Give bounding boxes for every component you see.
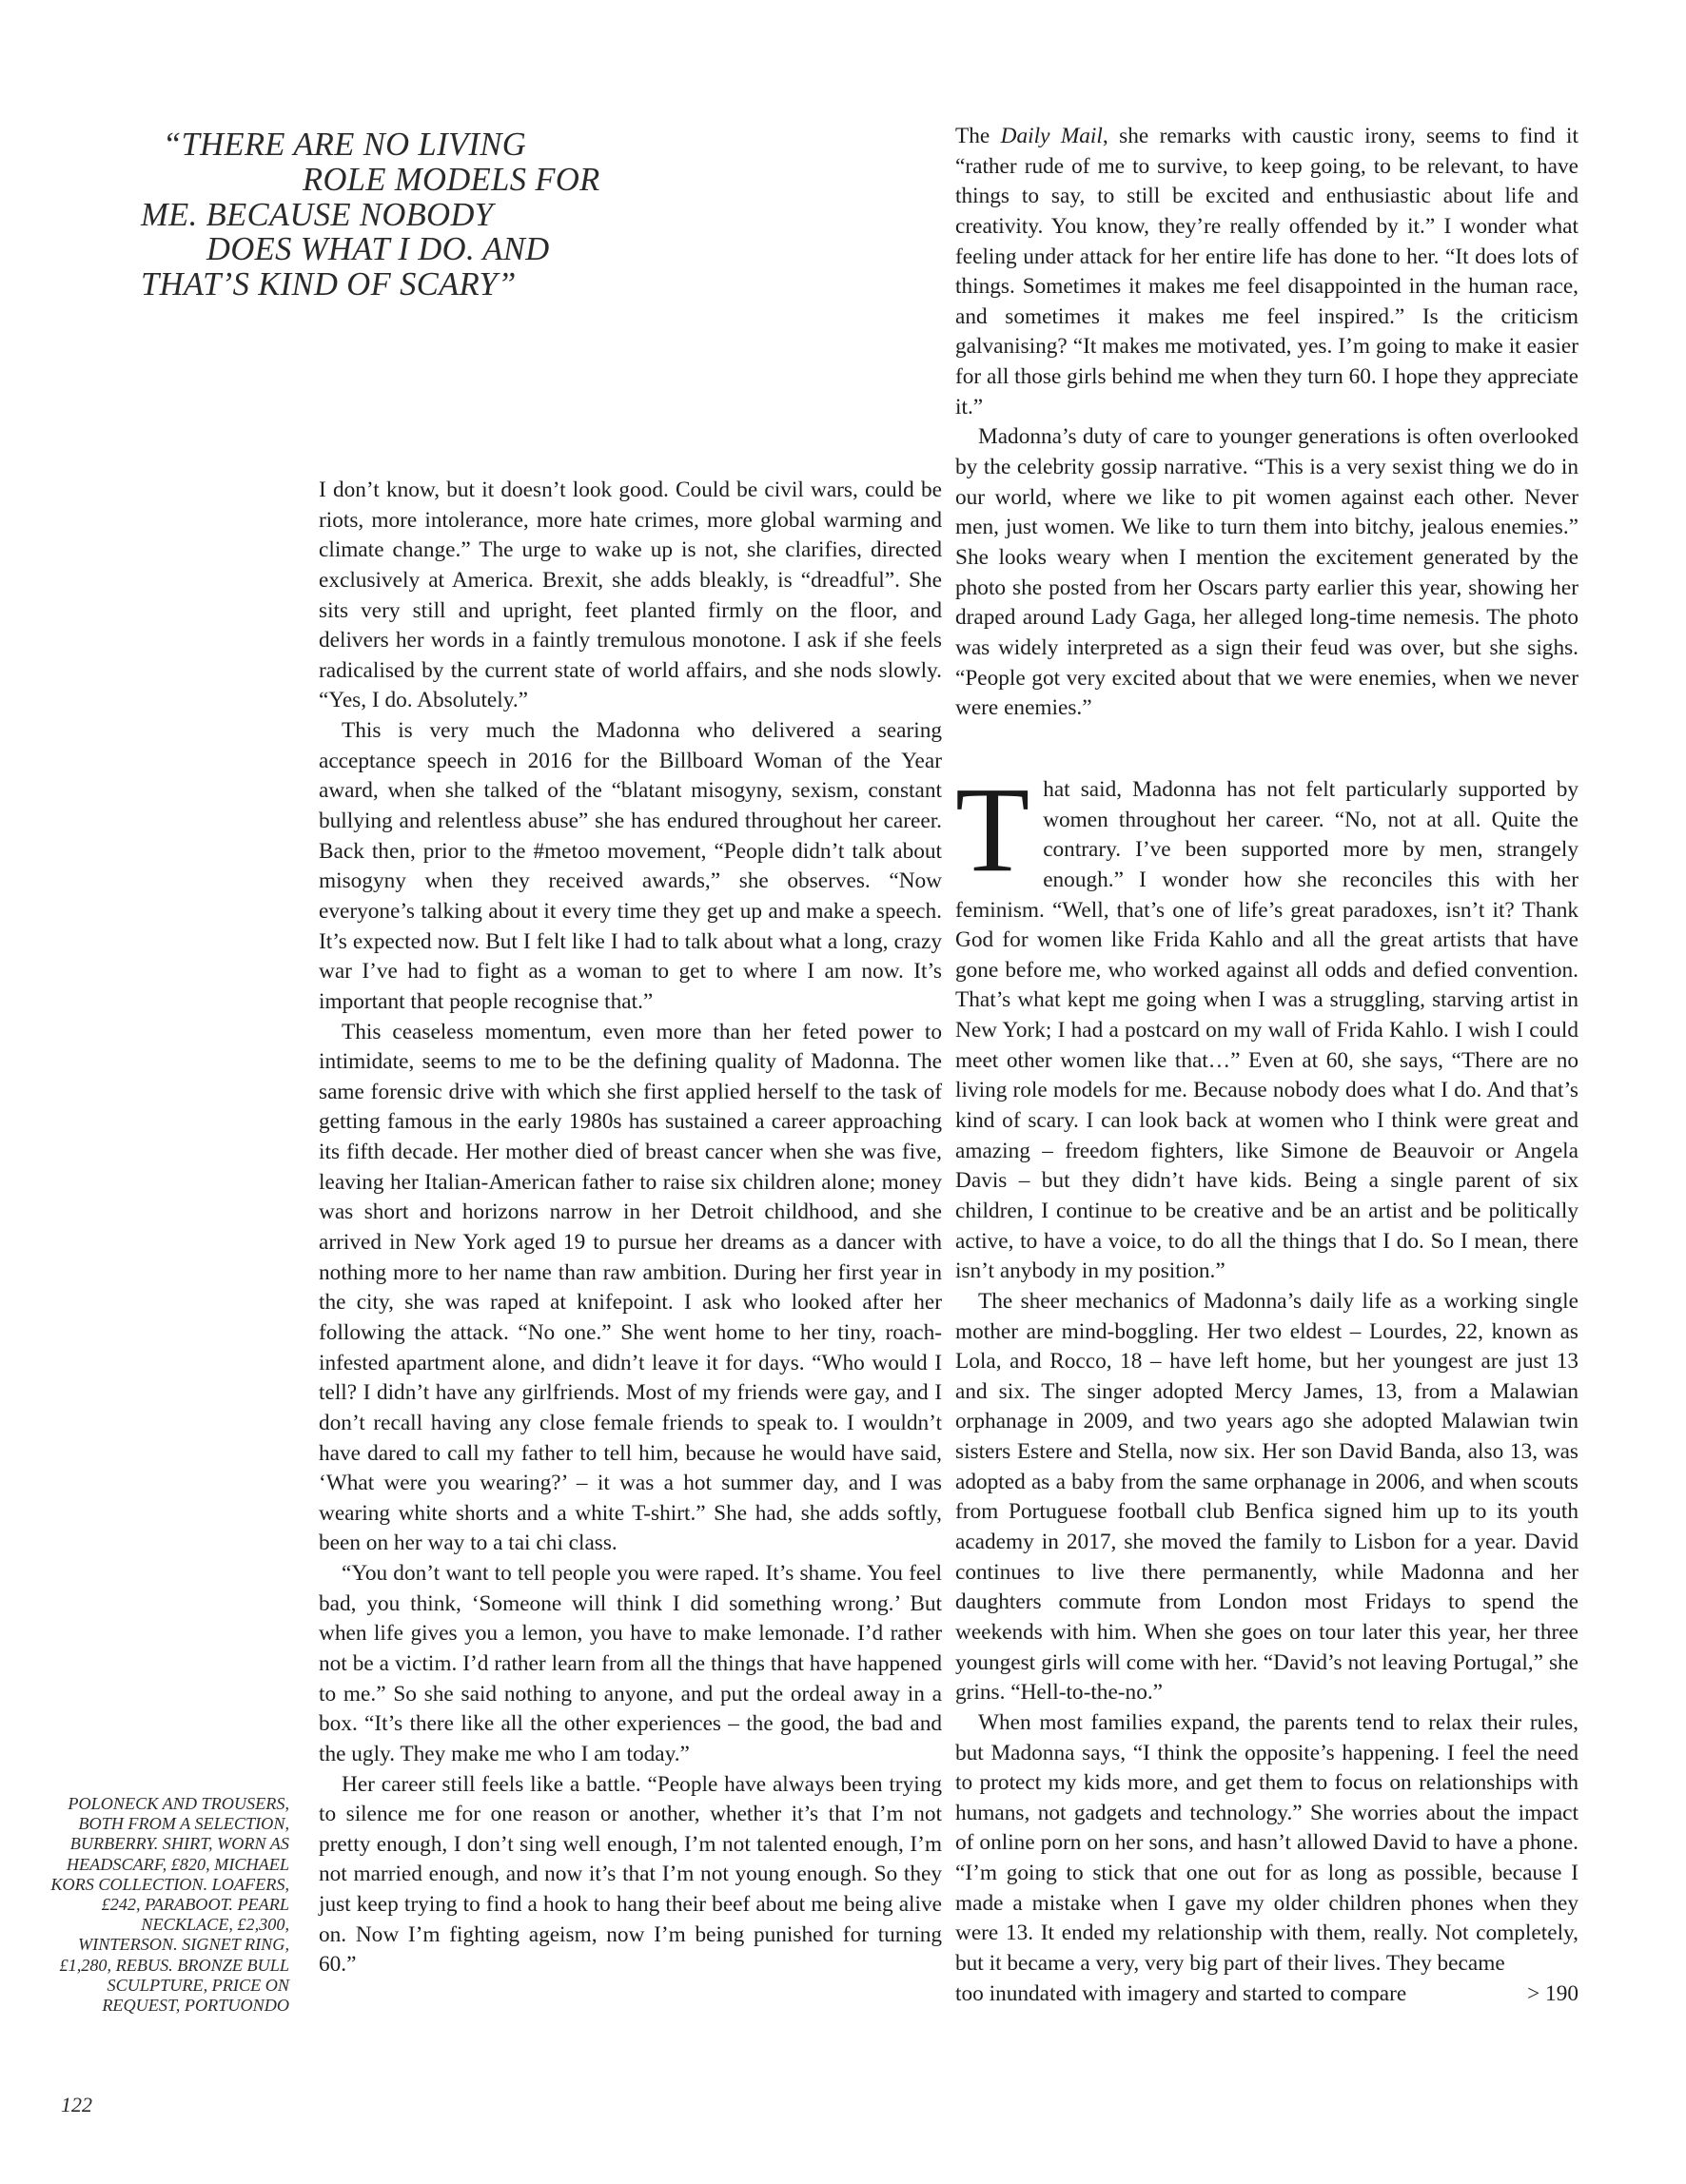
paragraph-text: too inundated with imagery and started to compare	[955, 1980, 1407, 2006]
continued-page-marker: > 190	[1527, 1980, 1578, 2006]
article-column-left	[319, 476, 942, 1980]
paragraph-text: , she remarks with caustic irony, seems to find it “rather rude of me to survive, to keep going, to be relevant, to have things to say, to still be excited and enthusiastic about life and creativity. You know, they’re really offended by it.” I wonder what feeling under attack for her entire life has done to her. “It does lots of things. Sometimes it makes me feel disappointed in the human race, and sometimes it makes me feel inspired.” Is the criticism galvanising? “It makes me motivated, yes. I’m going to make it easier for all those girls behind me when they turn 60. I hope they appreciate it.”	[955, 124, 1578, 419]
article-paragraph: This is very much the Madonna who delivered a searing acceptance speech in 2016 for the Billboard Woman of the Year award, when she talked of the “blatant misogyny, sexism, constant bullying and relentless abuse” she has endured throughout her career. Back then, prior to the #metoo movement, “People didn’t talk about misogyny when they received awards,” she observes. “Now everyone’s talking about it every time they get up and make a speech. It’s expected now. But I felt like I had to talk about what a long, crazy war I’ve had to fight as a woman to get to where I am now. It’s important that people recognise that.”	[319, 718, 942, 1014]
article-paragraph: “You don’t want to tell people you were raped. It’s shame. You feel bad, you think, ‘Someone will think I did something wrong.’ But when life gives you a lemon, you have to make lemonade. I’d rather not be a victim. I’d rather learn from all the things that have happened to me.” So she said nothing to anyone, and put the ordeal away in a box. “It’s there like all the other experiences – the good, the bad and the ugly. They make me who I am today.”	[319, 1561, 942, 1766]
page-number: 122	[61, 2093, 92, 2116]
article-column-right-continued	[955, 762, 1578, 2009]
pull-quote-line: ME. BECAUSE NOBODY	[141, 196, 494, 233]
photo-credits-caption: POLONECK AND TROUSERS, BOTH FROM A SELECTION, BURBERRY. SHIRT, WORN AS HEADSCARF, £820, MICHAEL KORS COLLECTION. LOAFERS, £242, PARABOOT. PEARL NECKLACE, £2,300, WINTERSON. SIGNET RING, £1,280, REBUS. BRONZE BULL SCULPTURE, PRICE ON REQUEST, PORTUONDO	[50, 1794, 289, 2016]
pull-quote-line: ROLE MODELS FOR	[303, 161, 600, 198]
paragraph-text: The	[955, 124, 1001, 148]
article-last-line	[955, 1979, 1578, 2010]
publication-name: Daily Mail	[1000, 124, 1103, 148]
pull-quote-line: THAT’S KIND OF SCARY”	[141, 266, 517, 303]
article-paragraph	[955, 762, 1578, 1287]
article-paragraph: I don’t know, but it doesn’t look good. Could be civil wars, could be riots, more intolerance, more hate crimes, more global warming and climate change.” The urge to wake up is not, she clarifies, directed exclusively at America. Brexit, she adds bleakly, is “dreadful”. She sits very still and upright, feet planted firmly on the floor, and delivers her words in a faintly tremulous monotone. I ask if she feels radicalised by the current state of world affairs, and she nods slowly. “Yes, I do. Absolutely.”	[319, 478, 942, 713]
article-paragraph: The sheer mechanics of Madonna’s daily life as a working single mother are mind-boggling. Her two eldest – Lourdes, 22, known as Lola, and Rocco, 18 – have left home, but her youngest are just 13 and six. The singer adopted Mercy James, 13, from a Malawian orphanage in 2009, and two years ago she adopted Malawian twin sisters Estere and Stella, now six. Her son David Banda, also 13, was adopted as a baby from the same orphanage in 2006, and when scouts from Portuguese football club Benfica signed him up to its youth academy in 2017, she moved the family to Lisbon for a year. David continues to live there permanently, while Madonna and her daughters commute from London most Fridays to spend the weekends with him. When she goes on tour later this year, her three youngest girls will come with her. “David’s not leaving Portugal,” she grins. “Hell-to-the-no.”	[955, 1288, 1578, 1706]
pull-quote-line: DOES WHAT I DO. AND	[206, 231, 550, 268]
article-paragraph: When most families expand, the parents tend to relax their rules, but Madonna says, “I think the opposite’s happening. I feel the need to protect my kids more, and get them to focus on relationships with humans, not gadgets and technology.” She worries about the impact of online porn on her sons, and hasn’t allowed David to have a phone. “I’m going to stick that one out for as long as possible, because I made a mistake when I gave my older children phones when they were 13. It ended my relationship with them, really. Not completely, but it became a very, very big part of their lives. They became	[955, 1709, 1578, 1976]
article-paragraph: Madonna’s duty of care to younger generations is often overlooked by the celebrity gossip narrative. “This is a very sexist thing we do in our world, where we like to pit women against each other. Never men, just women. We like to turn them into bitchy, jealous enemies.” She looks weary when I mention the excitement generated by the photo she posted from her Oscars party earlier this year, showing her draped around Lady Gaga, her alleged long-time nemesis. The photo was widely interpreted as a sign their feud was over, but she sighs. “People got very excited about that we were enemies, when we never were enemies.”	[955, 424, 1578, 721]
drop-cap: T	[955, 762, 1030, 897]
pull-quote	[133, 127, 666, 302]
article-paragraph: This ceaseless momentum, even more than her feted power to intimidate, seems to me to be the defining quality of Madonna. The same forensic drive with which she first applied herself to the task of getting famous in the early 1980s has sustained a career approaching its fifth decade. Her mother died of breast cancer when she was five, leaving her Italian-American father to raise six children alone; money was short and horizons narrow in her Detroit childhood, and she arrived in New York aged 19 to pursue her dreams as a dancer with nothing more to her name than raw ambition. During her first year in the city, she was raped at knifepoint. I ask who looked after her following the attack. “No one.” She went home to her tiny, roach-infested apartment alone, and didn’t leave it for days. “Who would I tell? I didn’t have any girlfriends. Most of my friends were gay, and I don’t recall having any close female friends to speak to. I wouldn’t have dared to call my father to tell him, because he would have said, ‘What were you wearing?’ – it was a hot summer day, and I was wearing white shorts and a white T-shirt.” She had, she adds softly, been on her way to a tai chi class.	[319, 1019, 942, 1556]
article-column-right	[955, 122, 1578, 724]
article-paragraph	[955, 122, 1578, 422]
paragraph-text: hat said, Madonna has not felt particularly supported by women throughout her career. “No, not at all. Quite the contrary. I’ve been supported more by men, strangely enough.” I wonder how she reconciles this with her feminism. “Well, that’s one of life’s great paradoxes, isn’t it? Thank God for women like Frida Kahlo and all the great artists that have gone before me, who worked against all odds and defied convention. That’s what kept me going when I was a struggling, starving artist in New York; I had a postcard on my wall of Frida Kahlo. I wish I could meet other women like that…” Even at 60, she says, “There are no living role models for me. Because nobody does what I do. And that’s kind of scary. I can look back at women who I think were great and amazing – freedom fighters, like Simone de Beauvoir or Angela Davis – but they didn’t have kids. Being a single parent of six children, I continue to be creative and be an artist and be politically active, to have a voice, to do all the things that I do. So I mean, there isn’t anybody in my position.”	[955, 777, 1578, 1284]
article-paragraph: Her career still feels like a battle. “People have always been trying to silence me for one reason or another, whether it’s that I’m not pretty enough, I don’t sing well enough, I’m not talented enough, I’m not married enough, and now it’s that I’m not young enough. So they just keep trying to find a hook to hang their beef about me being alive on. Now I’m fighting ageism, now I’m being punished for turning 60.”	[319, 1771, 942, 1978]
pull-quote-line: “THERE ARE NO LIVING	[163, 127, 527, 163]
